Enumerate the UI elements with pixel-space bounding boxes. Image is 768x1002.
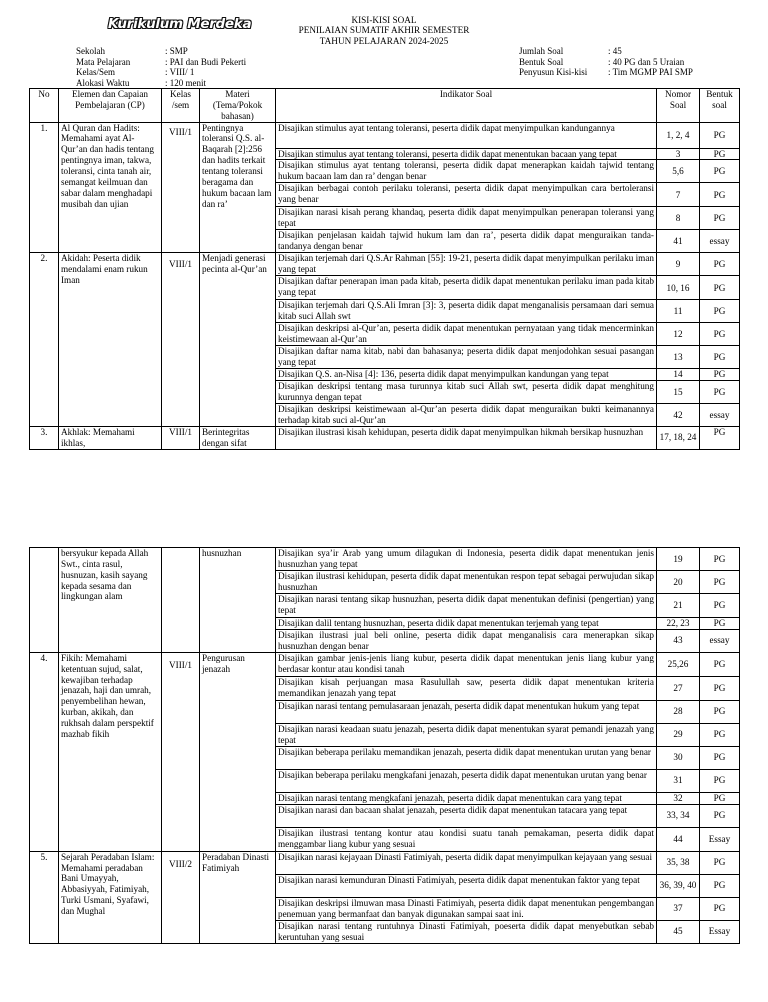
materi-cell: Menjadi generasi pecinta al-Qur’an (200, 253, 276, 427)
bentuk-cell: PG (700, 346, 740, 369)
meta-value: : VIII/ 1 (165, 67, 195, 78)
indikator-cell: Disajikan beberapa perilaku memandikan jenazah, peserta didik dapat menentukan urutan yang benar (276, 746, 657, 769)
nomor-cell: 41 (657, 230, 700, 253)
indikator-cell: Disajikan narasi kejayaan Dinasti Fatimiyah, peserta didik dapat menyimpulkan kejayaan yang sesuai (276, 851, 657, 874)
bentuk-cell: PG (700, 122, 740, 148)
row-number: 4. (30, 652, 59, 851)
nomor-cell: 33, 34 (657, 804, 700, 827)
indikator-cell: Disajikan narasi kisah perang khandaq, peserta didik dapat menyimpulkan penerapan toleransi yang tepat (276, 207, 657, 230)
nomor-cell: 9 (657, 253, 700, 276)
table-row (30, 253, 740, 276)
meta-right (519, 46, 693, 78)
bentuk-cell: PG (700, 160, 740, 183)
nomor-cell: 42 (657, 404, 700, 427)
nomor-cell: 45 (657, 920, 700, 943)
meta-left (76, 46, 246, 88)
kelas-cell: VIII/1 (162, 427, 200, 450)
meta-label: Jumlah Soal (519, 46, 564, 56)
indikator-cell: Disajikan berbagai contoh perilaku toleransi, peserta didik dapat menyimpulkan cara bertoleransi yang benar (276, 183, 657, 207)
table-row (30, 427, 740, 450)
meta-label: Mata Pelajaran (76, 56, 131, 67)
bentuk-cell: PG (700, 769, 740, 792)
bentuk-cell: PG (700, 792, 740, 804)
bentuk-cell: PG (700, 804, 740, 827)
materi-cell: Pentingnya toleransi Q.S. al-Baqarah [2]:256 dan hadits terkait tentang toleransi beragama dan hukum bacaan lam dan ra’ (200, 122, 276, 253)
row-number: 1. (30, 122, 59, 253)
indikator-cell: Disajikan daftar penerapan iman pada kitab, peserta didik dapat menentukan perilaku iman pada kitab yang tepat (276, 276, 657, 300)
indikator-cell: Disajikan deskripsi al-Qur’an, peserta didik dapat menentukan pernyataan yang tidak mencerminkan keistimewaan al-Qur’an (276, 323, 657, 346)
bentuk-cell: essay (700, 404, 740, 427)
row-number: 3. (30, 427, 59, 450)
nomor-cell: 27 (657, 676, 700, 700)
indikator-cell: Disajikan sya’ir Arab yang umum dilagukan di Indonesia, peserta didik dapat menentukan jenis husnuzhan yang tepat (276, 548, 657, 571)
header-bentuk: Bentuk soal (700, 89, 740, 123)
nomor-cell: 28 (657, 700, 700, 723)
title-line-3: TAHUN PELAJARAN 2024-2025 (319, 35, 449, 46)
table-row (30, 851, 740, 874)
bentuk-cell: PG (700, 594, 740, 618)
row-number (30, 548, 59, 653)
bentuk-cell: PG (700, 548, 740, 571)
nomor-cell: 7 (657, 183, 700, 207)
bentuk-cell: PG (700, 700, 740, 723)
meta-label: Kelas/Sem (76, 67, 115, 78)
indikator-cell: Disajikan kisah perjuangan masa Rasulullah saw, peserta didik dapat menentukan kriteria memandikan jenazah yang tepat (276, 676, 657, 700)
table-row (30, 122, 740, 148)
bentuk-cell: PG (700, 300, 740, 323)
nomor-cell: 19 (657, 548, 700, 571)
bentuk-cell: PG (700, 652, 740, 676)
table-header-row (30, 89, 740, 123)
nomor-cell: 20 (657, 571, 700, 594)
indikator-cell: Disajikan deskripsi ilmuwan masa Dinasti Fatimiyah, peserta didik dapat menentukan pengembangan penemuan yang bermanfaat dan banyak digunakan sampai saat ini. (276, 897, 657, 920)
nomor-cell: 32 (657, 792, 700, 804)
bentuk-cell: essay (700, 230, 740, 253)
meta-label: Sekolah (76, 46, 105, 56)
meta-label: Penyusun Kisi-kisi (519, 67, 588, 78)
nomor-cell: 8 (657, 207, 700, 230)
indikator-cell: Disajikan daftar nama kitab, nabi dan bahasanya; peserta didik dapat menjodohkan sesuai pasangan yang tepat (276, 346, 657, 369)
indikator-cell: Disajikan terjemah dari Q.S.Ar Rahman [55]: 19-21, peserta didik dapat menyimpulkan perilaku iman yang tepat (276, 253, 657, 276)
kelas-cell: VIII/1 (162, 253, 200, 427)
materi-cell: Peradaban Dinasti Fatimiyah (200, 851, 276, 943)
meta-label: Alokasi Waktu (76, 77, 130, 88)
meta-label: Bentuk Soal (519, 56, 564, 67)
elemen-cell: Akhlak: Memahami ikhlas, (59, 427, 162, 450)
bentuk-cell: PG (700, 381, 740, 404)
bentuk-cell: PG (700, 676, 740, 700)
header-indikator: Indikator Soal (276, 89, 657, 123)
elemen-cell: Sejarah Peradaban Islam: Memahami peradaban Bani Umayyah, Abbasiyyah, Fatimiyah, Turki Usmani, Syafawi, dan Mughal (59, 851, 162, 943)
indikator-cell: Disajikan narasi dan bacaan shalat jenazah, peserta didik dapat menentukan tatacara yang tepat (276, 804, 657, 827)
meta-value: : PAI dan Budi Pekerti (165, 56, 247, 67)
row-number: 2. (30, 253, 59, 427)
nomor-cell: 10, 16 (657, 276, 700, 300)
indikator-cell: Disajikan stimulus ayat tentang toleransi, peserta didik dapat menyimpulkan kandungannya (276, 122, 657, 148)
header-kelas: Kelas /sem (162, 89, 200, 123)
nomor-cell: 15 (657, 381, 700, 404)
materi-cell: Berintegritas dengan sifat (200, 427, 276, 450)
header-materi: Materi (Tema/Pokok bahasan) (200, 89, 276, 123)
bentuk-cell: PG (700, 427, 740, 450)
bentuk-cell: essay (700, 629, 740, 652)
row-number: 5. (30, 851, 59, 943)
elemen-cell: bersyukur kepada Allah Swt., cinta rasul, husnuzan, kasih sayang kepada sesama dan lingkungan alam (59, 548, 162, 653)
bentuk-cell: PG (700, 618, 740, 630)
kisi-kisi-table-page-1 (29, 88, 740, 450)
indikator-cell: Disajikan narasi tentang pemulasaraan jenazah, peserta didik dapat menentukan hukum yang tepat (276, 700, 657, 723)
nomor-cell: 3 (657, 148, 700, 160)
bentuk-cell: PG (700, 323, 740, 346)
bentuk-cell: Essay (700, 920, 740, 943)
indikator-cell: Disajikan beberapa perilaku mengkafani jenazah, peserta didik dapat menentukan urutan yang benar (276, 769, 657, 792)
bentuk-cell: PG (700, 874, 740, 897)
nomor-cell: 21 (657, 594, 700, 618)
elemen-cell: Fikih: Memahami ketentuan sujud, salat, kewajiban terhadap jenazah, haji dan umrah, penyembelihan hewan, kurban, akikah, dan rukhsah dalam perspektif mazhab fikih (59, 652, 162, 851)
indikator-cell: Disajikan narasi keadaan suatu jenazah, peserta didik dapat menentukan syarat pemandi jenazah yang tepat (276, 723, 657, 746)
nomor-cell: 11 (657, 300, 700, 323)
indikator-cell: Disajikan ilustrasi tentang kontur atau kondisi suatu tanah pemakaman, peserta didik dapat menggambar liang kubur yang sesuai (276, 827, 657, 851)
bentuk-cell: PG (700, 746, 740, 769)
bentuk-cell: PG (700, 276, 740, 300)
indikator-cell: Disajikan narasi tentang runtuhnya Dinasti Fatimiyah, poeserta didik dapat menyebutkan sebab keruntuhan yang sesuai (276, 920, 657, 943)
meta-value: : 45 (608, 46, 622, 56)
indikator-cell: Disajikan gambar jenis-jenis liang kubur, peserta didik dapat menentukan jenis liang kubur yang berdasar kontur atau kondisi tanah (276, 652, 657, 676)
indikator-cell: Disajikan deskripsi keistimewaan al-Qur’an peserta didik dapat menguraikan bukti keimanannya terhadap kitab suci al-Qur’an (276, 404, 657, 427)
nomor-cell: 43 (657, 629, 700, 652)
title-line-1: KISI-KISI SOAL (351, 15, 417, 25)
indikator-cell: Disajikan terjemah dari Q.S.Ali Imran [3]: 3, peserta didik dapat menganalisis persamaan dari semua kitab suci Allah swt (276, 300, 657, 323)
meta-value: : 120 menit (165, 77, 206, 88)
nomor-cell: 14 (657, 369, 700, 381)
title-line-2: PENILAIAN SUMATIF AKHIR SEMESTER (298, 25, 470, 36)
nomor-cell: 31 (657, 769, 700, 792)
nomor-cell: 37 (657, 897, 700, 920)
nomor-cell: 12 (657, 323, 700, 346)
indikator-cell: Disajikan deskripsi tentang masa turunnya kitab suci Allah swt, peserta didik dapat menghitung kurunnya dengan tepat (276, 381, 657, 404)
meta-value: : SMP (165, 46, 188, 56)
kelas-cell: VIII/1 (162, 652, 200, 851)
header-nomor: Nomor Soal (657, 89, 700, 123)
kelas-cell (162, 548, 200, 653)
table-row (30, 652, 740, 676)
indikator-cell: Disajikan stimulus ayat tentang toleransi, peserta didik dapat menerapkan kaidah tajwid tentang hukum bacaan lam dan ra’ dengan benar (276, 160, 657, 183)
indikator-cell: Disajikan narasi kemunduran Dinasti Fatimiyah, peserta didik dapat menentukan faktor yang tepat (276, 874, 657, 897)
nomor-cell: 44 (657, 827, 700, 851)
indikator-cell: Disajikan dalil tentang husnuzhan, peserta didik dapat menentukan terjemah yang tepat (276, 618, 657, 630)
document-title (0, 15, 768, 46)
indikator-cell: Disajikan ilustrasi kisah kehidupan, peserta didik dapat menyimpulkan hikmah bersikap husnuzhan (276, 427, 657, 450)
kisi-kisi-table-page-2 (29, 547, 740, 944)
bentuk-cell: PG (700, 897, 740, 920)
bentuk-cell: PG (700, 253, 740, 276)
nomor-cell: 17, 18, 24 (657, 427, 700, 450)
nomor-cell: 22, 23 (657, 618, 700, 630)
materi-cell: husnuzhan (200, 548, 276, 653)
header-elemen: Elemen dan Capaian Pembelajaran (CP) (59, 89, 162, 123)
nomor-cell: 5,6 (657, 160, 700, 183)
meta-value: : 40 PG dan 5 Uraian (608, 56, 685, 67)
meta-value: : Tim MGMP PAI SMP (608, 67, 693, 78)
nomor-cell: 25,26 (657, 652, 700, 676)
materi-cell: Pengurusan jenazah (200, 652, 276, 851)
nomor-cell: 13 (657, 346, 700, 369)
elemen-cell: Akidah: Peserta didik mendalami enam rukun Iman (59, 253, 162, 427)
bentuk-cell: Essay (700, 827, 740, 851)
indikator-cell: Disajikan ilustrasi kehidupan, peserta didik dapat menentukan respon tepat sebagai perwujudan sikap husnuzhan (276, 571, 657, 594)
indikator-cell: Disajikan narasi tentang mengkafani jenazah, peserta didik dapat menentukan cara yang tepat (276, 792, 657, 804)
indikator-cell: Disajikan penjelasan kaidah tajwid hukum lam dan ra’, peserta didik dapat menguraikan tanda-tandanya dengan benar (276, 230, 657, 253)
bentuk-cell: PG (700, 183, 740, 207)
nomor-cell: 35, 38 (657, 851, 700, 874)
nomor-cell: 36, 39, 40 (657, 874, 700, 897)
kelas-cell: VIII/2 (162, 851, 200, 943)
nomor-cell: 1, 2, 4 (657, 122, 700, 148)
table-row (30, 548, 740, 571)
header-no: No (30, 89, 59, 123)
nomor-cell: 30 (657, 746, 700, 769)
bentuk-cell: PG (700, 207, 740, 230)
bentuk-cell: PG (700, 571, 740, 594)
elemen-cell: Al Quran dan Hadits: Memahami ayat Al-Qur’an dan hadis tentang pentingnya iman, takwa, toleransi, cinta tanah air, semangat keilmuan dan sabar dalam menghadapi musibah dan ujian (59, 122, 162, 253)
indikator-cell: Disajikan stimulus ayat tentang toleransi, peserta didik dapat menentukan bacaan yang tepat (276, 148, 657, 160)
bentuk-cell: PG (700, 369, 740, 381)
indikator-cell: Disajikan ilustrasi jual beli online, peserta didik dapat menganalisis cara menerapkan sikap husnuzhan dengan benar (276, 629, 657, 652)
bentuk-cell: PG (700, 851, 740, 874)
kelas-cell: VIII/1 (162, 122, 200, 253)
nomor-cell: 29 (657, 723, 700, 746)
kurikulum-merdeka-logo: Kurikulum Merdeka (108, 16, 252, 32)
indikator-cell: Disajikan narasi tentang sikap husnuzhan, peserta didik dapat menentukan definisi (pengertian) yang tepat (276, 594, 657, 618)
bentuk-cell: PG (700, 148, 740, 160)
bentuk-cell: PG (700, 723, 740, 746)
indikator-cell: Disajikan Q.S. an-Nisa [4]: 136, peserta didik dapat menyimpulkan kandungan yang tepat (276, 369, 657, 381)
